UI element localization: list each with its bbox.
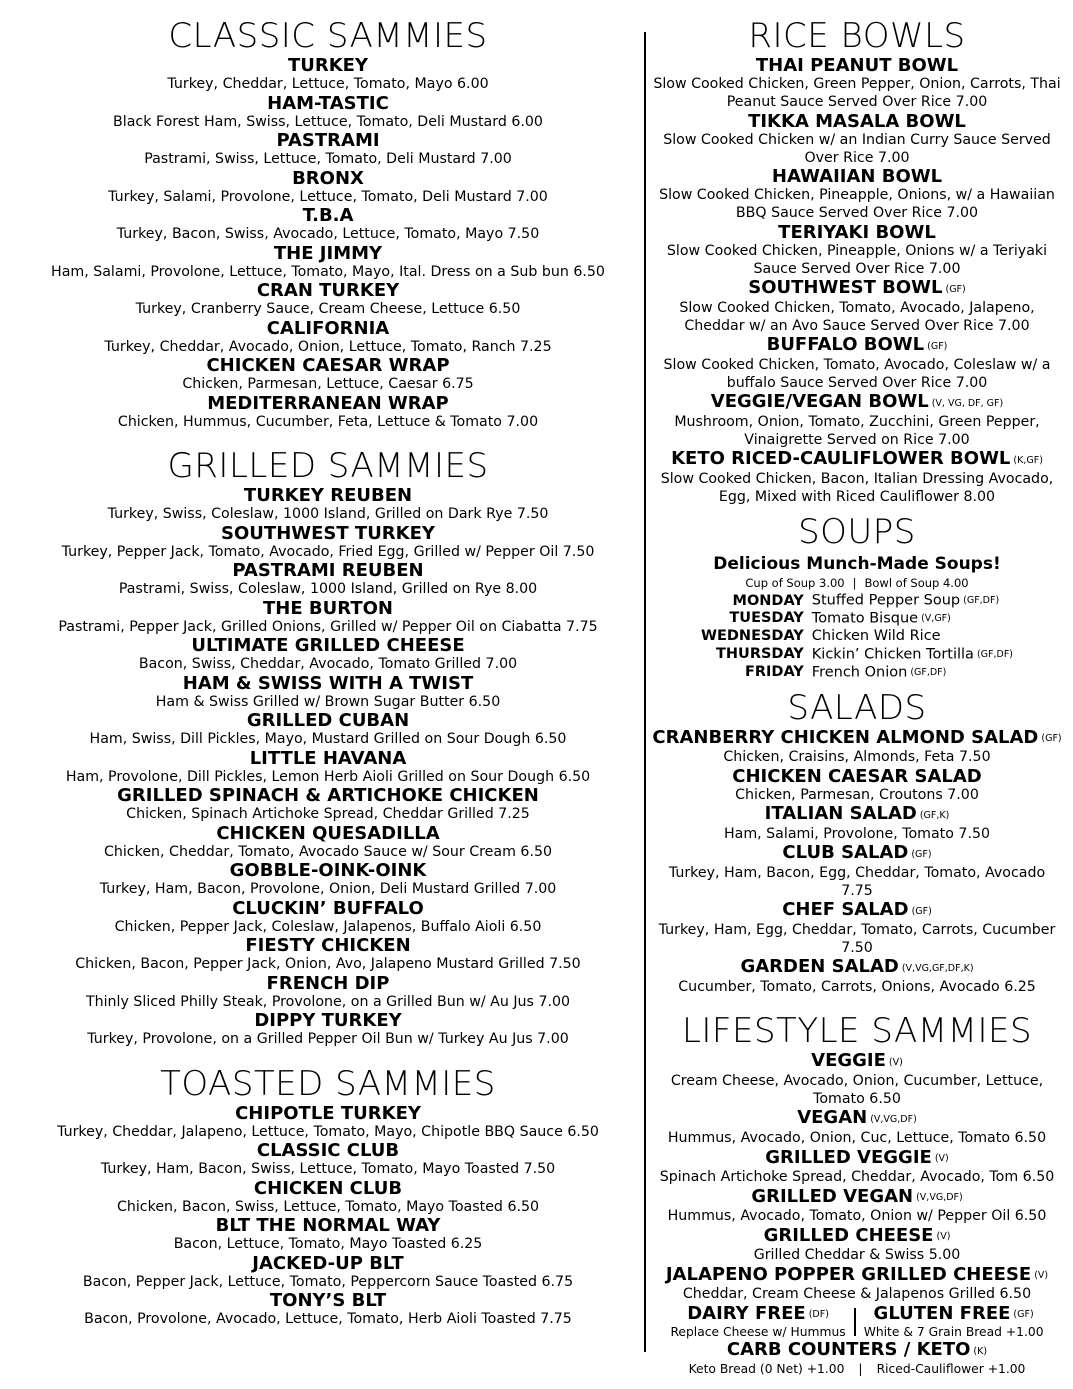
item-description: Slow Cooked Chicken, Green Pepper, Onion, Carrots, Thai Peanut Sauce Served Over Rice 7.00 [653,76,1061,110]
item-description: Thinly Sliced Philly Steak, Provolone, on a Grilled Bun w/ Au Jus 7.00 [85,993,571,1010]
item-description: Bacon, Pepper Jack, Lettuce, Tomato, Peppercorn Sauce Toasted 6.75 [82,1273,574,1290]
item-name: VEGGIE [811,1050,886,1072]
soup-cell [812,592,1013,610]
menu-item [14,824,642,861]
item-description: Black Forest Ham, Swiss, Lettuce, Tomato, Deli Mustard 6.00 [113,113,543,130]
menu-item [14,356,642,393]
item-description: Bacon, Lettuce, Tomato, Mayo Toasted 6.25 [173,1236,483,1252]
section-title-rice-bowls: RICE BOWLS [748,16,966,56]
item-description: Turkey, Ham, Bacon, Provolone, Onion, Deli Mustard Grilled 7.00 [99,881,557,897]
item-description: Turkey, Pepper Jack, Tomato, Avocado, Fried Egg, Grilled w/ Pepper Oil 7.50 [61,543,595,560]
soup-day-row [701,610,1013,628]
item-description: Bacon, Swiss, Cheddar, Avocado, Tomato Grilled 7.00 [138,656,518,672]
dietary-tag: (V,VG,DF) [916,1192,963,1204]
dairy-free-option [664,1304,851,1341]
item-name: FRENCH DIP [266,972,390,994]
item-name: TIKKA MASALA BOWL [748,110,966,132]
item-name: THE BURTON [263,597,393,619]
item-name: GRILLED CHEESE [763,1224,934,1246]
item-name-line [652,392,1062,413]
item-name: HAWAIIAN BOWL [771,166,943,187]
item-name-line [652,1226,1062,1247]
menu-item [14,131,642,168]
item-name: GRILLED CUBAN [246,710,410,731]
item-name-line [652,900,1062,921]
item-name-line [652,1187,1062,1208]
item-name-line [652,804,1062,825]
item-name-line [652,843,1062,864]
item-description: Hummus, Avocado, Onion, Cuc, Lettuce, Tomato 6.50 [667,1130,1047,1147]
item-name-line [652,1265,1062,1286]
item-name: VEGGIE/VEGAN BOWL [710,391,929,413]
menu-item [14,1254,642,1291]
item-description: Chicken, Pepper Jack, Coleslaw, Jalapenos, Buffalo Aioli 6.50 [114,918,542,935]
menu-item [652,167,1062,222]
menu-item [14,206,642,243]
item-name: CLUCKIN’ BUFFALO [232,897,424,919]
menu-item [14,1011,642,1048]
item-name: THE JIMMY [273,242,383,264]
dietary-tag: (GF) [911,905,932,917]
item-description: Hummus, Avocado, Tomato, Onion w/ Pepper Oil 6.50 [667,1208,1047,1225]
item-description: Chicken, Spinach Artichoke Spread, Cheddar Grilled 7.25 [126,806,530,822]
menu-item [14,56,642,93]
item-name: ITALIAN SALAD [764,803,917,825]
menu-item [14,861,642,898]
keto-bread-option: Keto Bread (0 Net) +1.00 [688,1362,845,1377]
dietary-tag: (V) [1034,1270,1049,1282]
soup-cell [812,628,1013,646]
item-name: TONY’S BLT [269,1290,387,1311]
item-description: Turkey, Swiss, Coleslaw, 1000 Island, Grilled on Dark Rye 7.50 [107,506,549,522]
item-name: CHICKEN CLUB [253,1177,403,1199]
menu-item [652,1051,1062,1108]
dietary-tag: (GF) [1041,733,1062,745]
item-name-line [652,1148,1062,1169]
item-description: Turkey, Ham, Bacon, Egg, Cheddar, Tomato, Avocado 7.75 [668,864,1046,899]
menu-item [14,281,642,318]
item-name: CHIPOTLE TURKEY [235,1102,421,1124]
dietary-tag: (V) [888,1056,903,1068]
left-column [14,16,642,1329]
item-name: TURKEY [287,55,369,76]
soup-cell [812,664,1013,682]
dairy-free-tag: (DF) [808,1309,829,1321]
item-name: T.B.A [302,205,354,226]
item-name-line [652,1108,1062,1129]
dietary-tag: (GF) [945,283,966,295]
item-name: MEDITERRANEAN WRAP [207,392,449,414]
soup-day: FRIDAY [744,663,804,680]
soup-day: THURSDAY [716,645,804,662]
menu-item [652,223,1062,278]
menu-item [652,900,1062,957]
soup-day: TUESDAY [729,610,804,627]
menu-item [14,749,642,786]
soup-name: Stuffed Pepper Soup [811,592,961,609]
menu-item [652,1265,1062,1304]
item-description: Slow Cooked Chicken w/ an Indian Curry Sauce Served Over Rice 7.00 [663,131,1051,166]
item-name: CRANBERRY CHICKEN ALMOND SALAD [652,726,1039,748]
item-description: Chicken, Cheddar, Tomato, Avocado Sauce w/ Sour Cream 6.50 [103,843,553,860]
menu-item [652,449,1062,506]
item-name: PASTRAMI REUBEN [232,560,424,581]
dietary-tag: (GF,DF) [976,648,1013,660]
menu-item [652,1148,1062,1187]
item-name: PASTRAMI [276,130,380,151]
salads-section [652,688,1062,996]
dietary-tag: (GF) [911,848,932,860]
menu-item [652,112,1062,167]
gluten-free-name: GLUTEN FREE [873,1302,1011,1324]
dietary-tag: (V) [934,1153,949,1165]
item-description: Grilled Cheddar & Swiss 5.00 [753,1247,961,1264]
menu-item [14,936,642,973]
price-separator: | [852,576,857,591]
item-name-line [652,449,1062,470]
dietary-tag: (K,GF) [1013,454,1043,466]
item-description: Turkey, Cheddar, Jalapeno, Lettuce, Tomato, Mayo, Chipotle BBQ Sauce 6.50 [57,1123,599,1140]
menu-item [652,957,1062,996]
menu-item [14,636,642,673]
menu-item [14,244,642,281]
item-description: Bacon, Provolone, Avocado, Lettuce, Tomato, Herb Aioli Toasted 7.75 [84,1311,572,1327]
item-name: THAI PEANUT BOWL [755,55,959,76]
soups-section [652,512,1062,681]
soup-bowl-price: Bowl of Soup 4.00 [864,576,969,591]
item-name-line [652,1051,1062,1072]
dietary-tag: (GF,DF) [910,666,947,678]
gluten-free-option [858,1304,1050,1341]
soups-price [652,575,1062,591]
dietary-options [652,1304,1062,1341]
item-description: Ham & Swiss Grilled w/ Brown Sugar Butter 6.50 [155,693,501,710]
item-description: Slow Cooked Chicken, Pineapple, Onions, w/ a Hawaiian BBQ Sauce Served Over Rice 7.00 [659,187,1055,221]
soup-day-row [701,664,1013,682]
section-title: CLASSIC SAMMIES [168,16,488,56]
item-name: HAM-TASTIC [267,92,389,114]
section-title-lifestyle: LIFESTYLE SAMMIES [681,1011,1033,1052]
dietary-tag: (GF,DF) [963,595,1000,607]
item-name: BRONX [292,167,364,189]
right-column [652,16,1062,1377]
menu-item [14,394,642,431]
section-title: TOASTED SAMMIES [160,1063,496,1104]
item-name-line [652,167,1062,186]
item-name: CLASSIC CLUB [256,1140,400,1161]
soup-cell [812,610,1013,628]
soup-schedule [701,592,1013,681]
menu-item [652,278,1062,335]
item-description: Turkey, Cheddar, Avocado, Onion, Lettuce, Tomato, Ranch 7.25 [104,338,552,355]
dietary-tag: (V) [936,1231,951,1243]
item-name: KETO RICED-CAULIFLOWER BOWL [671,448,1011,470]
dietary-tag: (V,VG,DF) [870,1114,917,1126]
menu-section [14,446,642,1048]
menu-item [14,711,642,748]
item-name: CALIFORNIA [266,317,390,339]
item-name: GRILLED VEGAN [751,1185,914,1207]
item-description: Chicken, Craisins, Almonds, Feta 7.50 [723,749,991,766]
soup-day-row [701,646,1013,664]
rice-bowls-section [652,16,1062,506]
item-description: Chicken, Parmesan, Croutons 7.00 [735,786,979,803]
item-description: Chicken, Hummus, Cucumber, Feta, Lettuce & Tomato 7.00 [117,413,539,430]
item-description: Chicken, Bacon, Swiss, Lettuce, Tomato, Mayo Toasted 6.50 [116,1198,540,1215]
dietary-tag: (V,GF) [921,613,951,625]
item-description: Pastrami, Swiss, Lettuce, Tomato, Deli Mustard 7.00 [144,151,512,167]
item-description: Mushroom, Onion, Tomato, Zucchini, Green Pepper, Vinaigrette Served on Rice 7.00 [674,413,1040,448]
column-divider [644,32,646,1352]
menu-item [652,728,1062,767]
menu-item [652,804,1062,843]
dietary-tag: (V,VG,GF,DF,K) [901,962,974,974]
lifestyle-section [652,1011,1062,1377]
item-name: HAM & SWISS WITH A TWIST [182,672,474,694]
item-name: VEGAN [797,1107,868,1129]
menu-item [652,392,1062,449]
menu-item [14,1216,642,1253]
menu-item [14,786,642,823]
item-description: Ham, Swiss, Dill Pickles, Mayo, Mustard Grilled on Sour Dough 6.50 [89,731,567,747]
item-description: Turkey, Bacon, Swiss, Avocado, Lettuce, Tomato, Mayo 7.50 [116,226,540,242]
menu-item [14,1291,642,1328]
item-name: BUFFALO BOWL [766,334,925,356]
carb-separator: | [858,1362,863,1377]
item-name: TERIYAKI BOWL [778,221,936,243]
menu-item [14,674,642,711]
item-description: Chicken, Parmesan, Lettuce, Caesar 6.75 [182,376,474,392]
menu-item [14,169,642,206]
soup-name: Chicken Wild Rice [811,628,941,645]
menu-item [14,524,642,561]
carb-counters [652,1340,1062,1377]
item-name: CHICKEN CAESAR SALAD [732,765,982,787]
soup-name: Kickin’ Chicken Tortilla [811,646,974,663]
item-description: Slow Cooked Chicken, Pineapple, Onions w/ a Teriyaki Sauce Served Over Rice 7.00 [666,242,1048,277]
menu-item [14,486,642,523]
item-name: GRILLED VEGGIE [765,1146,932,1168]
item-name-line [652,223,1062,242]
item-description: Cheddar, Cream Cheese & Jalapenos Grilled 6.50 [682,1286,1032,1303]
soups-subtitle: Delicious Munch-Made Soups! [713,554,1001,575]
item-name-line [652,335,1062,356]
item-name-line [652,767,1062,786]
soup-name: Tomato Bisque [811,610,919,627]
soup-cell [812,646,1013,664]
item-description: Slow Cooked Chicken, Tomato, Avocado, Coleslaw w/ a buffalo Sauce Served Over Rice 7.00 [663,356,1051,391]
item-name: CHEF SALAD [782,899,909,921]
soup-day: MONDAY [732,592,804,609]
menu-section [14,16,642,431]
menu-item [652,1108,1062,1147]
section-title: GRILLED SAMMIES [167,446,489,486]
menu-item [652,56,1062,111]
item-description: Ham, Salami, Provolone, Tomato 7.50 [723,825,991,842]
carb-counters-tag: (K) [973,1346,988,1358]
item-description: Turkey, Ham, Bacon, Swiss, Lettuce, Tomato, Mayo Toasted 7.50 [100,1161,556,1177]
item-description: Turkey, Cranberry Sauce, Cream Cheese, Lettuce 6.50 [135,301,521,317]
item-name-line [652,957,1062,978]
menu-item [14,1104,642,1141]
gluten-free-desc: White & 7 Grain Bread +1.00 [863,1325,1044,1340]
item-name-line [652,728,1062,749]
item-name: DIPPY TURKEY [254,1010,402,1031]
soup-day: WEDNESDAY [701,628,804,645]
soup-cup-price: Cup of Soup 3.00 [745,576,845,591]
item-description: Ham, Provolone, Dill Pickles, Lemon Herb Aioli Grilled on Sour Dough 6.50 [65,768,591,785]
item-name: GRILLED SPINACH & ARTICHOKE CHICKEN [117,785,539,806]
menu-item [14,599,642,636]
item-description: Turkey, Provolone, on a Grilled Pepper Oil Bun w/ Turkey Au Jus 7.00 [87,1031,569,1047]
option-divider [854,1308,856,1337]
item-name: BLT THE NORMAL WAY [215,1215,441,1236]
item-name-line [652,278,1062,299]
item-description: Turkey, Salami, Provolone, Lettuce, Tomato, Deli Mustard 7.00 [108,188,548,205]
item-description: Spinach Artichoke Spread, Cheddar, Avocado, Tom 6.50 [659,1169,1055,1186]
item-description: Cucumber, Tomato, Carrots, Onions, Avocado 6.25 [678,978,1036,995]
item-name: GOBBLE-OINK-OINK [229,860,427,881]
item-name: FIESTY CHICKEN [245,935,411,956]
item-name: JALAPENO POPPER GRILLED CHEESE [665,1263,1032,1285]
item-name-line [652,56,1062,75]
dairy-free-name: DAIRY FREE [687,1302,806,1324]
menu-item [14,1179,642,1216]
item-description: Turkey, Cheddar, Lettuce, Tomato, Mayo 6.00 [167,76,489,92]
menu-item [652,335,1062,392]
gluten-free-tag: (GF) [1013,1309,1034,1321]
item-description: Ham, Salami, Provolone, Lettuce, Tomato, Mayo, Ital. Dress on a Sub bun 6.50 [51,263,605,280]
item-description: Cream Cheese, Avocado, Onion, Cucumber, Lettuce, Tomato 6.50 [670,1072,1044,1107]
item-description: Pastrami, Pepper Jack, Grilled Onions, Grilled w/ Pepper Oil on Ciabatta 7.75 [58,618,598,635]
menu-item [652,843,1062,900]
item-description: Turkey, Ham, Egg, Cheddar, Tomato, Carrots, Cucumber 7.50 [658,921,1056,956]
section-title-soups: SOUPS [798,512,916,553]
item-description: Slow Cooked Chicken, Bacon, Italian Dressing Avocado, Egg, Mixed with Riced Cauliflower 8.00 [660,470,1054,505]
item-name: GARDEN SALAD [740,956,899,978]
menu-item [14,974,642,1011]
item-name: LITTLE HAVANA [249,747,407,769]
menu-item [652,767,1062,804]
riced-cauliflower-option: Riced-Cauliflower +1.00 [876,1362,1026,1377]
dairy-free-desc: Replace Cheese w/ Hummus [670,1325,846,1340]
menu-item [652,1187,1062,1226]
dietary-tag: (V, VG, DF, GF) [931,397,1004,409]
dietary-tag: (GF,K) [919,809,950,821]
item-description: Chicken, Bacon, Pepper Jack, Onion, Avo, Jalapeno Mustard Grilled 7.50 [75,956,581,972]
item-description: Pastrami, Swiss, Coleslaw, 1000 Island, Grilled on Rye 8.00 [118,581,538,597]
menu-item [14,561,642,598]
item-name: CHICKEN QUESADILLA [216,822,440,844]
soup-day-row [701,592,1013,610]
menu-item [14,1141,642,1178]
carb-counters-options [652,1361,1062,1377]
menu-item [14,94,642,131]
item-name: SOUTHWEST BOWL [748,277,943,298]
menu-item [14,319,642,356]
section-title-salads: SALADS [787,687,927,728]
item-name: CHICKEN CAESAR WRAP [206,355,450,376]
item-name: TURKEY REUBEN [243,485,413,506]
item-name: CRAN TURKEY [256,280,400,301]
item-description: Slow Cooked Chicken, Tomato, Avocado, Jalapeno, Cheddar w/ an Avo Sauce Served Over Rice 7.00 [679,299,1035,334]
item-name: JACKED-UP BLT [252,1252,404,1274]
soup-name: French Onion [811,664,908,680]
item-name: CLUB SALAD [782,842,909,864]
item-name: SOUTHWEST TURKEY [221,522,435,544]
carb-counters-name: CARB COUNTERS / KETO [726,1339,971,1361]
dietary-tag: (GF) [927,340,948,352]
soup-day-row [701,628,1013,646]
menu-item [652,1226,1062,1265]
menu-section [14,1064,642,1329]
item-name-line [652,112,1062,131]
item-name: ULTIMATE GRILLED CHEESE [191,635,465,656]
menu-item [14,899,642,936]
